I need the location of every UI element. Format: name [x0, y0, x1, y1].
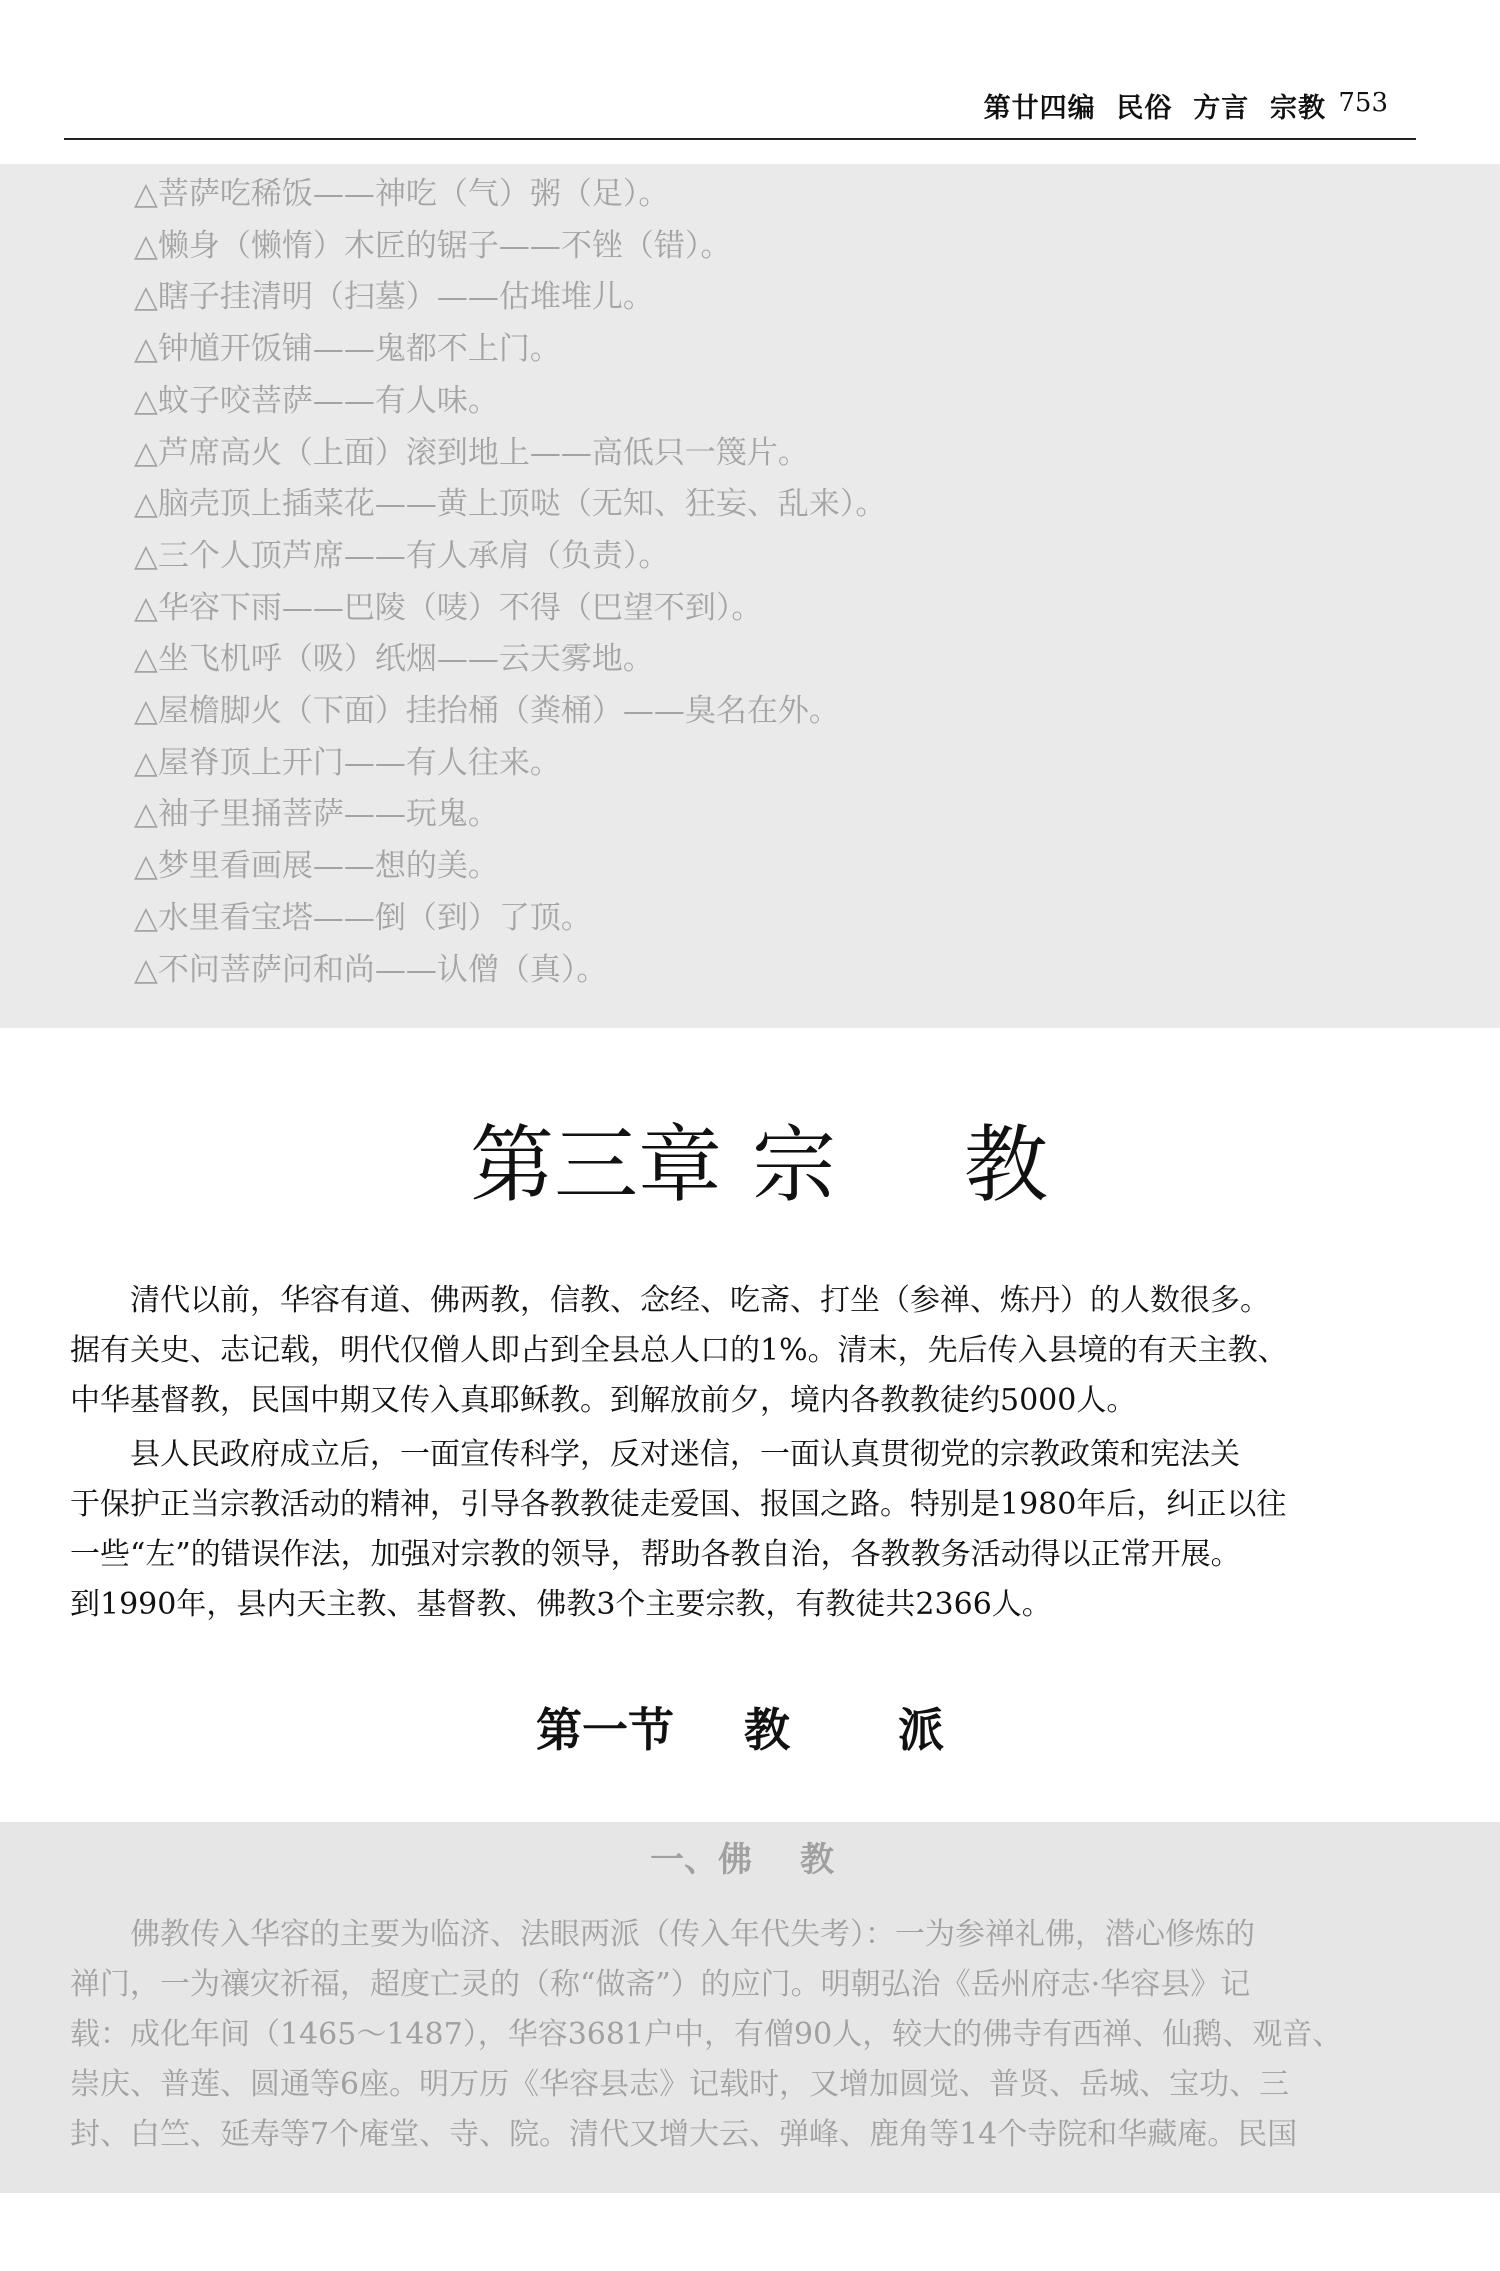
section-title-char-1: 教	[744, 1703, 790, 1757]
riddle-line: △菩萨吃稀饭——神吃（气）粥（足）。	[134, 176, 670, 212]
intro-paragraph-1	[70, 1276, 1422, 1426]
section-number: 第一节	[536, 1703, 674, 1757]
text-line: 一些“左”的错误作法，加强对宗教的领导，帮助各教自治，各教教务活动得以正常开展。	[70, 1537, 1241, 1572]
text-line: 到1990年，县内天主教、基督教、佛教3个主要宗教，有教徒共2366人。	[70, 1587, 1052, 1622]
riddle-line: △不问菩萨问和尚——认僧（真）。	[134, 951, 608, 988]
chapter-title-char-2: 教	[964, 1116, 1049, 1214]
text-line: 禅门，一为禳灾祈福，超度亡灵的（称“做斋”）的应门。明朝弘治《岳州府志·华容县》记	[70, 1967, 1251, 2002]
riddle-line: △屋脊顶上开门——有人往来。	[134, 744, 561, 781]
text-line: 县人民政府成立后，一面宣传科学，反对迷信，一面认真贯彻党的宗教政策和宪法关	[70, 1437, 1240, 1472]
text-line: 中华基督教，民国中期又传入真耶稣教。到解放前夕，境内各教教徒约5000人。	[70, 1383, 1137, 1418]
subsection-number: 一、佛	[650, 1840, 752, 1880]
header-title: 第廿四编 民俗 方言 宗教	[983, 93, 1326, 124]
chapter-number: 第三章	[470, 1116, 723, 1214]
text-line: 载：成化年间（1465～1487），华容3681户中，有僧90人，较大的佛寺有西禅、仙鹅、观音、	[70, 2017, 1343, 2052]
section-title	[0, 1694, 1500, 1757]
subsection-title-char: 教	[800, 1840, 834, 1880]
riddle-line: △水里看宝塔——倒（到）了顶。	[134, 899, 592, 936]
riddle-line: △钟馗开饭铺——鬼都不上门。	[134, 331, 561, 368]
riddle-line: △梦里看画展——想的美。	[134, 848, 499, 885]
text-line: 清代以前，华容有道、佛两教，信教、念经、吃斋、打坐（参禅、炼丹）的人数很多。	[70, 1283, 1270, 1318]
intro-paragraph-2	[70, 1430, 1422, 1630]
riddle-line: △屋檐脚火（下面）挂抬桶（粪桶）——臭名在外。	[134, 693, 840, 729]
section-title-char-2: 派	[898, 1703, 944, 1757]
chapter-title-char-1: 宗	[752, 1116, 837, 1214]
riddle-line: △瞎子挂清明（扫墓）——估堆堆儿。	[134, 279, 654, 316]
riddle-line: △懒身（懒惰）木匠的锯子——不锉（错）。	[134, 227, 732, 264]
text-line: 于保护正当宗教活动的精神，引导各教教徒走爱国、报国之路。特别是1980年后，纠正以往	[70, 1487, 1287, 1522]
riddle-line: △坐飞机呼（吸）纸烟——云天雾地。	[134, 641, 654, 678]
riddle-line: △袖子里捅菩萨——玩鬼。	[134, 796, 499, 833]
riddle-line: △华容下雨——巴陵（唛）不得（巴望不到）。	[134, 589, 763, 626]
text-line: 佛教传入华容的主要为临济、法眼两派（传入年代失考）：一为参禅礼佛，潜心修炼的	[70, 1917, 1255, 1952]
riddle-line: △蚊子咬菩萨——有人味。	[134, 382, 499, 419]
page-number: 753	[1338, 88, 1388, 118]
riddle-line: △三个人顶芦席——有人承肩（负责）。	[134, 537, 670, 574]
text-line: 封、白竺、延寿等7个庵堂、寺、院。清代又增大云、弹峰、鹿角等14个寺院和华藏庵。民国	[70, 2117, 1298, 2152]
running-header	[64, 86, 1416, 140]
riddle-line: △脑壳顶上插菜花——黄上顶哒（无知、狂妄、乱来）。	[134, 486, 887, 523]
buddhism-paragraph	[70, 1910, 1422, 2160]
text-line: 据有关史、志记载，明代仅僧人即占到全县总人口的1%。清末，先后传入县境的有天主教、	[70, 1333, 1288, 1368]
riddle-line: △芦席高火（上面）滚到地上——高低只一篾片。	[134, 434, 809, 471]
text-line: 崇庆、普莲、圆通等6座。明万历《华容县志》记载时，又增加圆觉、普贤、岳城、宝功、三	[70, 2067, 1290, 2102]
